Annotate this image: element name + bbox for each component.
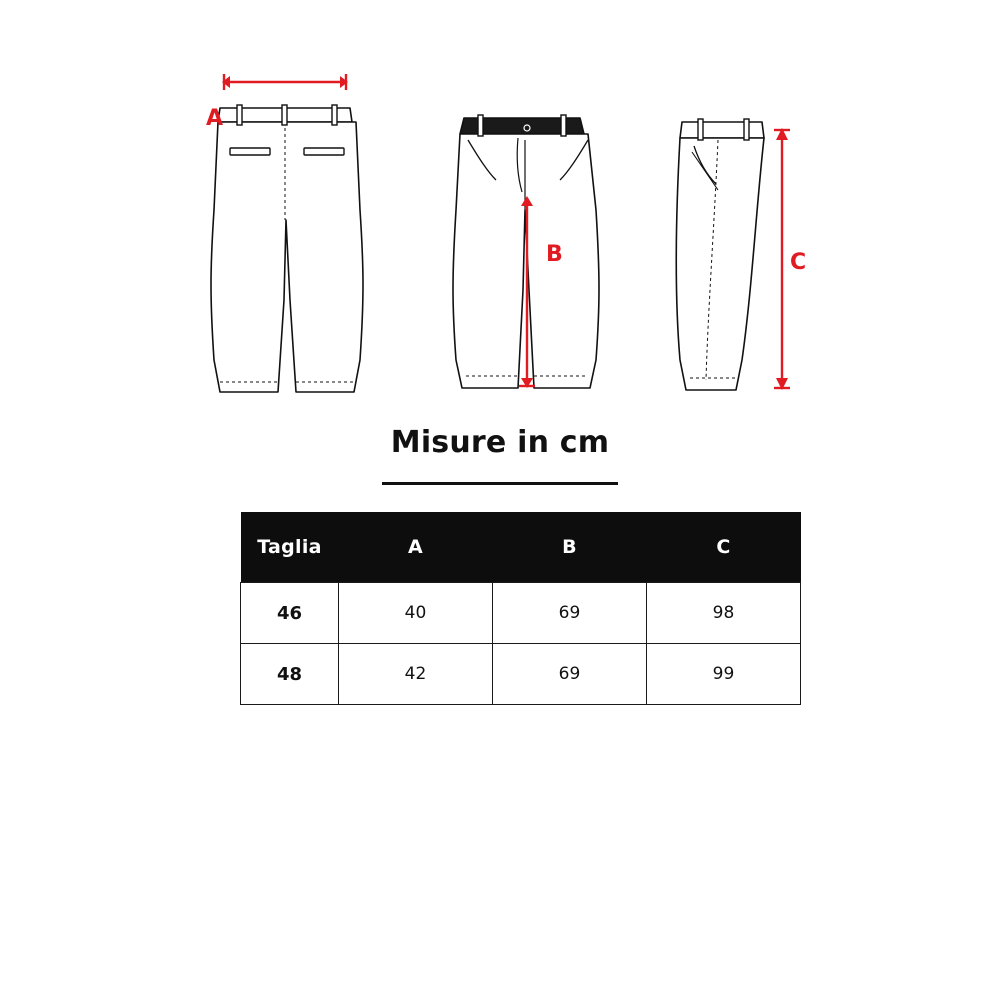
- size-table: [240, 512, 801, 705]
- table-header-row: [241, 512, 801, 583]
- table-header-size: Taglia: [241, 512, 339, 583]
- cell-size: 46: [241, 583, 339, 644]
- illustration-area: [0, 60, 1000, 430]
- table-header-a: A: [339, 512, 493, 583]
- cell-c: 99: [647, 644, 801, 705]
- chart-title-block: [0, 425, 1000, 485]
- page-title: Misure in cm: [390, 425, 610, 460]
- cell-b: 69: [493, 583, 647, 644]
- cell-c: 98: [647, 583, 801, 644]
- table-header-c: C: [647, 512, 801, 583]
- title-divider: [382, 482, 618, 485]
- cell-b: 69: [493, 644, 647, 705]
- measure-label-a: A: [206, 106, 224, 131]
- cell-size: 48: [241, 644, 339, 705]
- measure-label-b: B: [546, 242, 564, 267]
- cell-a: 40: [339, 583, 493, 644]
- trousers-front-view: [430, 60, 630, 420]
- table-row: [241, 583, 801, 644]
- cell-a: 42: [339, 644, 493, 705]
- trousers-side-view: [660, 60, 840, 420]
- table-header-b: B: [493, 512, 647, 583]
- size-table-wrapper: [240, 512, 800, 705]
- table-row: [241, 644, 801, 705]
- measure-label-c: C: [790, 250, 807, 275]
